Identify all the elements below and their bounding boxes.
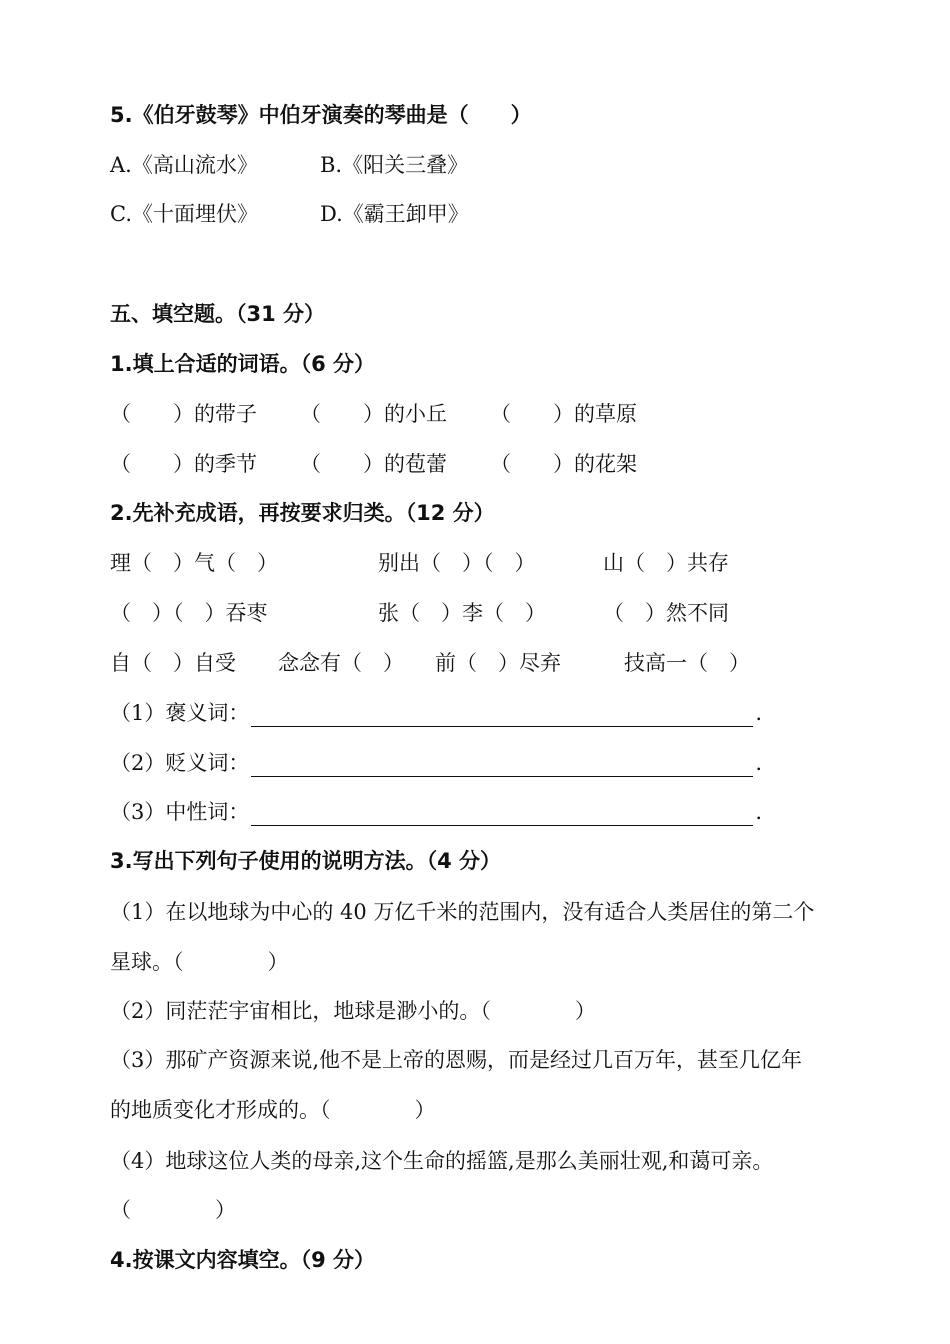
idiom-item: 自（ ）自受 <box>110 651 236 675</box>
sentence-3-cont: 的地质变化才形成的。（ ） <box>110 1098 436 1122</box>
category-positive-row <box>110 699 762 727</box>
idiom-item: 山（ ）共存 <box>603 551 729 575</box>
fill-word-item: （ ）的苞蕾 <box>300 452 447 476</box>
idiom-item: （ ）（ ）吞枣 <box>110 601 268 625</box>
q1-title: 1.填上合适的词语。（6 分） <box>110 352 376 376</box>
answer-blank[interactable] <box>251 706 753 727</box>
q5-option-d: D.《霸王卸甲》 <box>320 202 469 226</box>
idiom-item: （ ）然不同 <box>603 601 729 625</box>
category-negative-row <box>110 749 762 777</box>
q5-option-b: B.《阳关三叠》 <box>320 153 469 177</box>
category-label: （1）褒义词： <box>110 701 250 725</box>
idiom-item: 理（ ）气（ ） <box>110 551 278 575</box>
q5-option-c: C.《十面埋伏》 <box>110 202 258 226</box>
line-end: . <box>755 701 763 725</box>
idiom-item: 技高一（ ） <box>624 651 750 675</box>
line-end: . <box>755 800 763 824</box>
answer-blank[interactable] <box>251 805 753 826</box>
sentence-4: （4）地球这位人类的母亲,这个生命的摇篮,是那么美丽壮观,和蔼可亲。 <box>110 1149 774 1173</box>
sentence-2: （2）同茫茫宇宙相比，地球是渺小的。（ ） <box>110 999 596 1023</box>
fill-word-item: （ ）的花架 <box>490 452 637 476</box>
sentence-3: （3）那矿产资源来说,他不是上帝的恩赐，而是经过几百万年，甚至几亿年 <box>110 1048 803 1072</box>
line-end: . <box>755 751 763 775</box>
q5-stem: 5.《伯牙鼓琴》中伯牙演奏的琴曲是（ ） <box>110 103 532 127</box>
idiom-item: 别出（ ）（ ） <box>378 551 536 575</box>
q2-title: 2.先补充成语，再按要求归类。（12 分） <box>110 501 495 525</box>
q4-title: 4.按课文内容填空。（9 分） <box>110 1248 376 1272</box>
sentence-1: （1）在以地球为中心的 40 万亿千米的范围内，没有适合人类居住的第二个 <box>110 900 815 924</box>
fill-word-item: （ ）的带子 <box>110 402 257 426</box>
idiom-item: 前（ ）尽弃 <box>435 651 561 675</box>
category-label: （3）中性词： <box>110 800 250 824</box>
sentence-1-cont: 星球。（ ） <box>110 950 289 974</box>
q3-title: 3.写出下列句子使用的说明方法。（4 分） <box>110 849 502 873</box>
sentence-4-answer: （ ） <box>110 1198 236 1222</box>
fill-word-item: （ ）的小丘 <box>300 402 447 426</box>
category-label: （2）贬义词： <box>110 751 250 775</box>
section-title: 五、填空题。（31 分） <box>110 302 326 326</box>
fill-word-item: （ ）的草原 <box>490 402 637 426</box>
idiom-item: 念念有（ ） <box>278 651 404 675</box>
q5-option-a: A.《高山流水》 <box>110 153 258 177</box>
fill-word-item: （ ）的季节 <box>110 452 257 476</box>
answer-blank[interactable] <box>251 756 753 777</box>
idiom-item: 张（ ）李（ ） <box>378 601 546 625</box>
category-neutral-row <box>110 798 762 826</box>
